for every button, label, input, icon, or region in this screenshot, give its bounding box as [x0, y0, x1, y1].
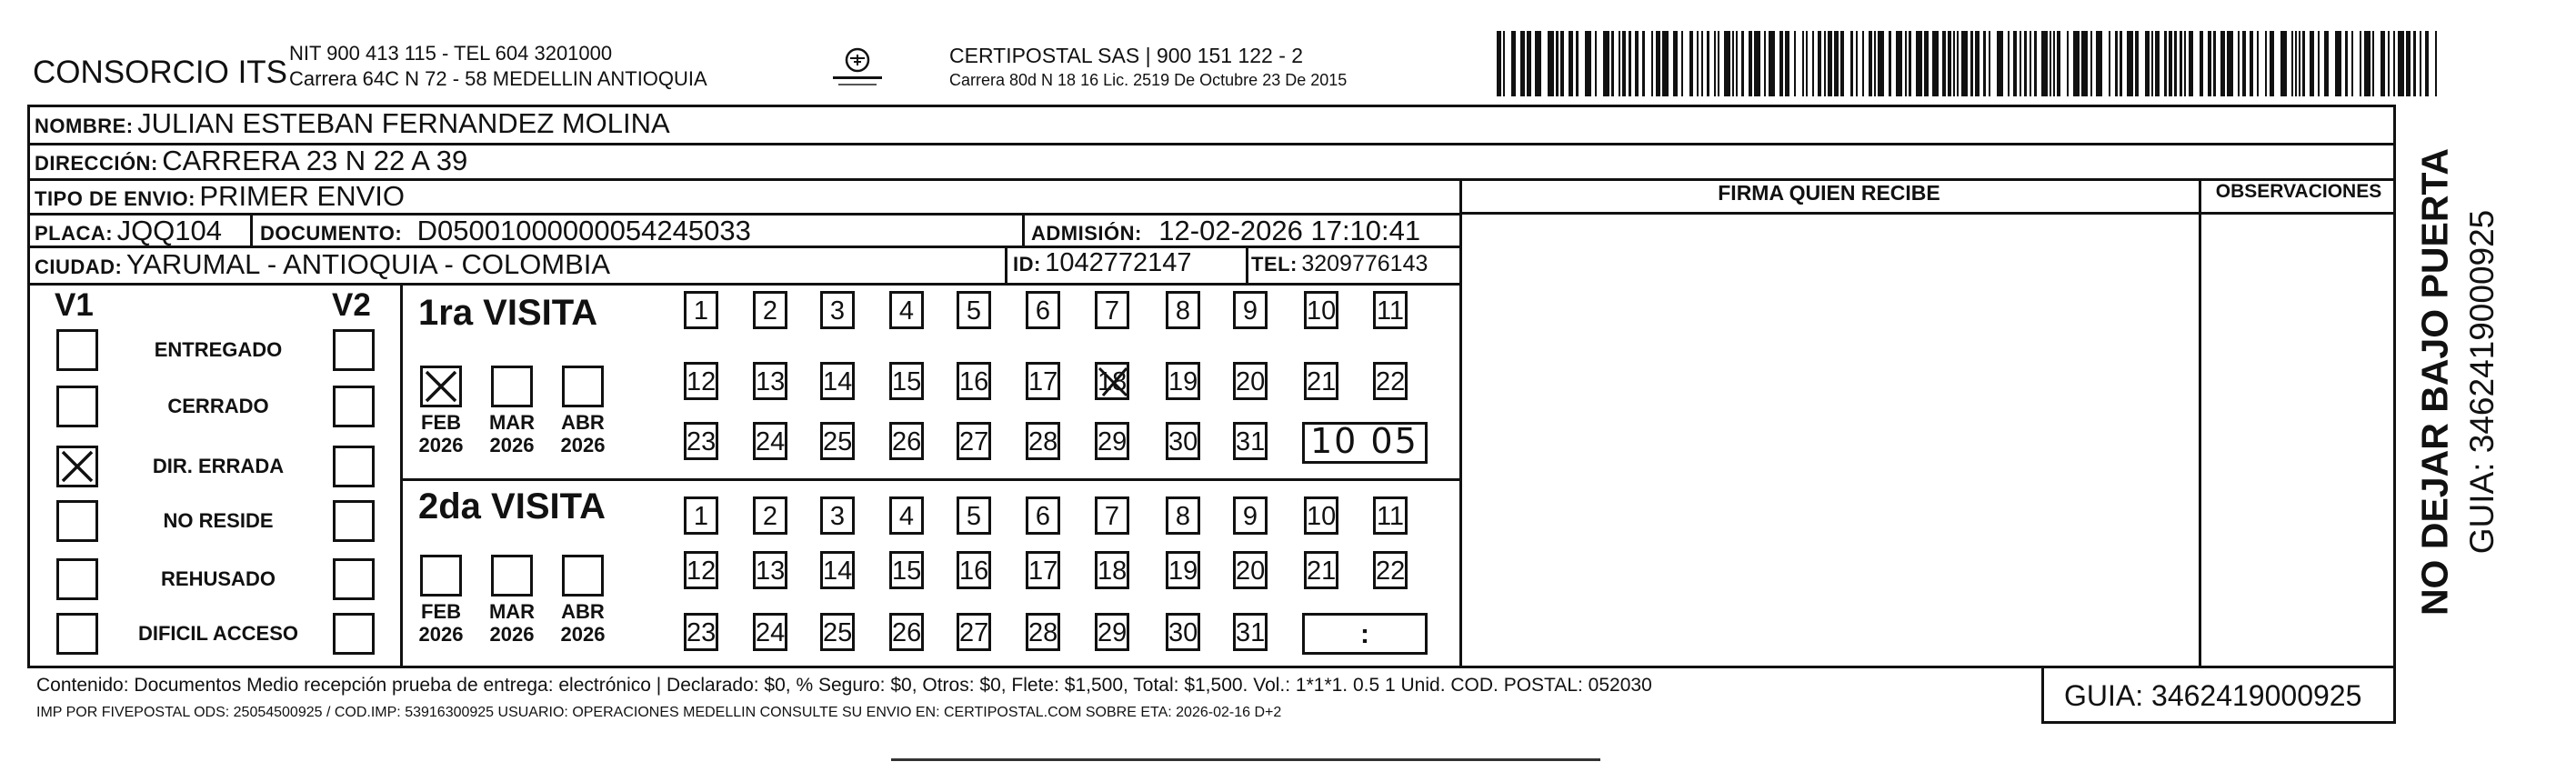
month-label	[482, 411, 542, 456]
status-label: CERRADO	[167, 395, 269, 417]
day-box[interactable]	[1095, 551, 1129, 589]
tipo-envio-row	[35, 180, 405, 213]
day-number: 6	[1035, 296, 1051, 326]
tipo-envio-value: PRIMER ENVIO	[199, 180, 406, 212]
day-box[interactable]	[1166, 362, 1200, 400]
day-number: 25	[823, 427, 853, 456]
tel-row	[1251, 251, 1428, 277]
day-box[interactable]	[753, 613, 787, 651]
day-box[interactable]	[1373, 291, 1408, 329]
day-box[interactable]	[684, 496, 718, 535]
day-number: 4	[898, 296, 915, 326]
day-box[interactable]	[1026, 291, 1060, 329]
month-name: MAR	[488, 600, 536, 623]
direccion-row	[35, 145, 467, 177]
id-value: 1042772147	[1045, 248, 1192, 277]
day-box[interactable]	[1304, 551, 1338, 589]
bottom-rule	[891, 758, 1600, 761]
v1-checkbox[interactable]	[56, 613, 98, 655]
nombre-row	[35, 107, 670, 140]
admision-row	[1031, 215, 1420, 247]
month-checkbox[interactable]	[562, 366, 604, 407]
month-checkbox[interactable]	[491, 366, 533, 407]
day-box[interactable]	[1233, 496, 1268, 535]
side-guia: GUIA: 3462419000925	[2463, 209, 2501, 555]
day-number: 27	[959, 618, 989, 647]
v2-header: V2	[332, 287, 371, 323]
day-number: 22	[1376, 367, 1406, 396]
day-number: 10	[1307, 502, 1337, 531]
day-number: 23	[687, 427, 717, 456]
footer-guia-box	[2041, 666, 2396, 724]
month-name: FEB	[421, 600, 461, 623]
month-label	[553, 411, 613, 456]
day-box[interactable]	[753, 362, 787, 400]
day-number: 27	[959, 427, 989, 456]
day-box[interactable]	[889, 496, 924, 535]
day-box[interactable]	[1233, 291, 1268, 329]
certipostal-logo-icon	[829, 42, 886, 93]
day-number: 29	[1098, 618, 1128, 647]
month-label	[553, 600, 613, 646]
day-number: 26	[892, 618, 922, 647]
placa-label: PLACA:	[35, 222, 114, 245]
day-number: 14	[823, 367, 853, 396]
ciudad-row	[35, 248, 610, 281]
tel-label: TEL:	[1251, 253, 1298, 276]
status-label: DIFICIL ACCESO	[137, 622, 298, 645]
day-number: 19	[1168, 556, 1198, 586]
day-box[interactable]	[1304, 291, 1338, 329]
day-number: 15	[892, 367, 922, 396]
day-number: 2	[762, 502, 778, 531]
day-number: 26	[892, 427, 922, 456]
status-label: NO RESIDE	[163, 509, 274, 532]
nombre-label: NOMBRE:	[35, 115, 134, 137]
barcode	[1497, 31, 2441, 96]
day-number: 25	[823, 618, 853, 647]
day-number: 1	[693, 502, 709, 531]
admision-label: ADMISIÓN:	[1031, 222, 1142, 245]
status-label: REHUSADO	[161, 567, 276, 590]
day-number: 18	[1098, 367, 1128, 396]
day-box[interactable]	[684, 551, 718, 589]
day-number: 20	[1236, 367, 1266, 396]
id-row	[1013, 248, 1192, 278]
month-year: 2026	[560, 434, 606, 456]
day-box[interactable]	[1373, 551, 1408, 589]
day-box[interactable]	[1026, 362, 1060, 400]
day-number: 20	[1236, 556, 1266, 586]
status-label: ENTREGADO	[154, 338, 283, 361]
month-checkbox[interactable]	[420, 366, 462, 407]
day-number: 21	[1307, 556, 1337, 586]
placa-value: JQQ104	[116, 215, 223, 246]
day-box[interactable]	[1095, 496, 1129, 535]
firma-header: FIRMA QUIEN RECIBE	[1718, 181, 1940, 205]
day-box[interactable]	[889, 362, 924, 400]
day-number: 24	[756, 427, 786, 456]
day-number: 22	[1376, 556, 1406, 586]
day-number: 31	[1236, 427, 1266, 456]
ciudad-label: CIUDAD:	[35, 256, 123, 278]
month-checkbox[interactable]	[420, 555, 462, 597]
day-box[interactable]	[957, 613, 991, 651]
day-box[interactable]	[1026, 551, 1060, 589]
month-label	[482, 600, 542, 646]
admision-value: 12-02-2026 17:10:41	[1158, 215, 1421, 246]
day-box[interactable]	[1095, 362, 1129, 400]
day-number: 21	[1307, 367, 1337, 396]
direccion-value: CARRERA 23 N 22 A 39	[162, 145, 468, 176]
day-box[interactable]	[820, 496, 855, 535]
day-box[interactable]	[1095, 422, 1129, 460]
v1-checkbox[interactable]	[56, 386, 98, 427]
day-box[interactable]	[1373, 496, 1408, 535]
v2-checkbox[interactable]	[333, 446, 375, 487]
day-number: 1	[693, 296, 709, 326]
day-number: 5	[966, 296, 982, 326]
v1-checkbox[interactable]	[56, 500, 98, 542]
nombre-value: JULIAN ESTEBAN FERNANDEZ MOLINA	[137, 107, 670, 139]
day-box[interactable]	[1026, 496, 1060, 535]
visit1-time-box[interactable]	[1302, 422, 1428, 464]
v2-checkbox[interactable]	[333, 500, 375, 542]
month-name: FEB	[421, 411, 461, 434]
documento-label: DOCUMENTO:	[260, 222, 403, 245]
visit1-time-value: 10 05	[1310, 421, 1418, 461]
v2-checkbox[interactable]	[333, 613, 375, 655]
visit2-title: 2da VISITA	[418, 486, 606, 526]
day-box[interactable]	[1233, 362, 1268, 400]
day-box[interactable]	[1095, 291, 1129, 329]
day-box[interactable]	[889, 551, 924, 589]
day-number: 30	[1168, 427, 1198, 456]
v2-checkbox[interactable]	[333, 386, 375, 427]
day-number: 9	[1242, 502, 1258, 531]
v1-checkbox[interactable]	[56, 446, 98, 487]
documento-row	[260, 215, 751, 247]
footer-print-info: IMP POR FIVEPOSTAL ODS: 25054500925 / COD.IMP: 53916300925 USUARIO: OPERACIONES MEDELLIN CONSULTE SU ENVIO EN: CERTIPOSTAL.COM SOBRE ETA: 2026-02-16 D+2	[36, 705, 1282, 720]
visit1-title: 1ra VISITA	[418, 293, 598, 333]
day-number: 31	[1236, 618, 1266, 647]
status-label: DIR. ERRADA	[152, 455, 285, 477]
day-number: 8	[1175, 296, 1191, 326]
id-label: ID:	[1013, 253, 1041, 276]
day-box[interactable]	[889, 291, 924, 329]
company-nit: NIT 900 413 115 - TEL 604 3201000	[289, 42, 613, 65]
day-box[interactable]	[1026, 613, 1060, 651]
day-number: 2	[762, 296, 778, 326]
visit2-time-value: :	[1360, 619, 1369, 649]
day-number: 18	[1098, 556, 1128, 586]
day-number: 12	[687, 367, 717, 396]
documento-value: D05001000000054245033	[416, 215, 751, 246]
company-name: CONSORCIO ITS	[33, 55, 288, 90]
day-number: 3	[829, 296, 846, 326]
day-number: 6	[1035, 502, 1051, 531]
day-box[interactable]	[889, 613, 924, 651]
day-box[interactable]	[684, 362, 718, 400]
month-name: ABR	[561, 411, 605, 434]
day-number: 13	[756, 556, 786, 586]
day-box[interactable]	[684, 291, 718, 329]
direccion-label: DIRECCIÓN:	[35, 152, 158, 175]
day-number: 12	[687, 556, 717, 586]
visit2-time-box[interactable]	[1302, 613, 1428, 655]
day-box[interactable]	[1304, 496, 1338, 535]
day-box[interactable]	[957, 291, 991, 329]
day-number: 9	[1242, 296, 1258, 326]
day-number: 14	[823, 556, 853, 586]
placa-row	[35, 215, 222, 247]
day-number: 5	[966, 502, 982, 531]
day-number: 29	[1098, 427, 1128, 456]
day-box[interactable]	[1233, 551, 1268, 589]
day-number: 17	[1028, 367, 1058, 396]
day-box[interactable]	[957, 362, 991, 400]
day-number: 16	[959, 367, 989, 396]
month-name: MAR	[488, 411, 536, 434]
v2-checkbox[interactable]	[333, 558, 375, 600]
day-box[interactable]	[820, 613, 855, 651]
day-box[interactable]	[1026, 422, 1060, 460]
month-year: 2026	[560, 623, 606, 646]
footer-content: Contenido: Documentos Medio recepción prueba de entrega: electrónico | Declarado: $0, % Seguro: $0, Otros: $0, Flete: $1,500, Total: $1,500. Vol.: 1*1*1. 0.5 1 Unid. COD. POSTAL: 052030	[36, 675, 1652, 696]
day-check-mark	[1096, 363, 1132, 399]
day-box[interactable]	[820, 291, 855, 329]
carrier-name: CERTIPOSTAL SAS | 900 151 122 - 2	[949, 44, 1304, 67]
day-box[interactable]	[820, 362, 855, 400]
day-box[interactable]	[820, 422, 855, 460]
day-box[interactable]	[684, 422, 718, 460]
day-box[interactable]	[820, 551, 855, 589]
day-number: 30	[1168, 618, 1198, 647]
month-checkbox[interactable]	[562, 555, 604, 597]
day-box[interactable]	[753, 422, 787, 460]
day-box[interactable]	[957, 422, 991, 460]
day-number: 17	[1028, 556, 1058, 586]
day-number: 15	[892, 556, 922, 586]
month-year: 2026	[489, 623, 535, 646]
day-box[interactable]	[753, 496, 787, 535]
tipo-envio-label: TIPO DE ENVIO:	[35, 187, 195, 210]
carrier-address: Carrera 80d N 18 16 Lic. 2519 De Octubre 23 De 2015	[949, 71, 1348, 89]
day-number: 7	[1104, 502, 1120, 531]
day-number: 11	[1376, 502, 1405, 531]
v1-checkbox[interactable]	[56, 329, 98, 371]
day-number: 3	[829, 502, 846, 531]
month-checkbox[interactable]	[491, 555, 533, 597]
day-box[interactable]	[1166, 613, 1200, 651]
day-number: 16	[959, 556, 989, 586]
ciudad-value: YARUMAL - ANTIOQUIA - COLOMBIA	[125, 248, 611, 280]
day-box[interactable]	[1095, 613, 1129, 651]
day-box[interactable]	[1233, 613, 1268, 651]
day-number: 13	[756, 367, 786, 396]
day-number: 28	[1028, 427, 1058, 456]
day-number: 24	[756, 618, 786, 647]
day-number: 7	[1104, 296, 1120, 326]
footer-guia: GUIA: 3462419000925	[2064, 679, 2362, 712]
month-year: 2026	[418, 434, 464, 456]
day-box[interactable]	[957, 496, 991, 535]
tel-value: 3209776143	[1301, 251, 1428, 276]
v2-checkbox[interactable]	[333, 329, 375, 371]
day-box[interactable]	[684, 613, 718, 651]
month-year: 2026	[418, 623, 464, 646]
day-number: 19	[1168, 367, 1198, 396]
company-address: Carrera 64C N 72 - 58 MEDELLIN ANTIOQUIA	[289, 67, 707, 90]
day-box[interactable]	[1233, 422, 1268, 460]
day-box[interactable]	[753, 551, 787, 589]
day-number: 23	[687, 618, 717, 647]
day-box[interactable]	[1166, 291, 1200, 329]
v1-header: V1	[55, 287, 94, 323]
month-label	[411, 411, 471, 456]
day-number: 28	[1028, 618, 1058, 647]
day-box[interactable]	[753, 291, 787, 329]
day-box[interactable]	[957, 551, 991, 589]
day-box[interactable]	[1304, 362, 1338, 400]
day-box[interactable]	[1373, 362, 1408, 400]
day-number: 4	[898, 502, 915, 531]
month-label	[411, 600, 471, 646]
v1-checkbox[interactable]	[56, 558, 98, 600]
day-box[interactable]	[1166, 422, 1200, 460]
month-year: 2026	[489, 434, 535, 456]
day-box[interactable]	[889, 422, 924, 460]
month-name: ABR	[561, 600, 605, 623]
day-number: 8	[1175, 502, 1191, 531]
side-warning: NO DEJAR BAJO PUERTA	[2413, 147, 2456, 617]
day-box[interactable]	[1166, 496, 1200, 535]
day-box[interactable]	[1166, 551, 1200, 589]
observaciones-header: OBSERVACIONES	[2215, 181, 2382, 202]
day-number: 10	[1307, 296, 1337, 326]
day-number: 11	[1376, 296, 1405, 326]
